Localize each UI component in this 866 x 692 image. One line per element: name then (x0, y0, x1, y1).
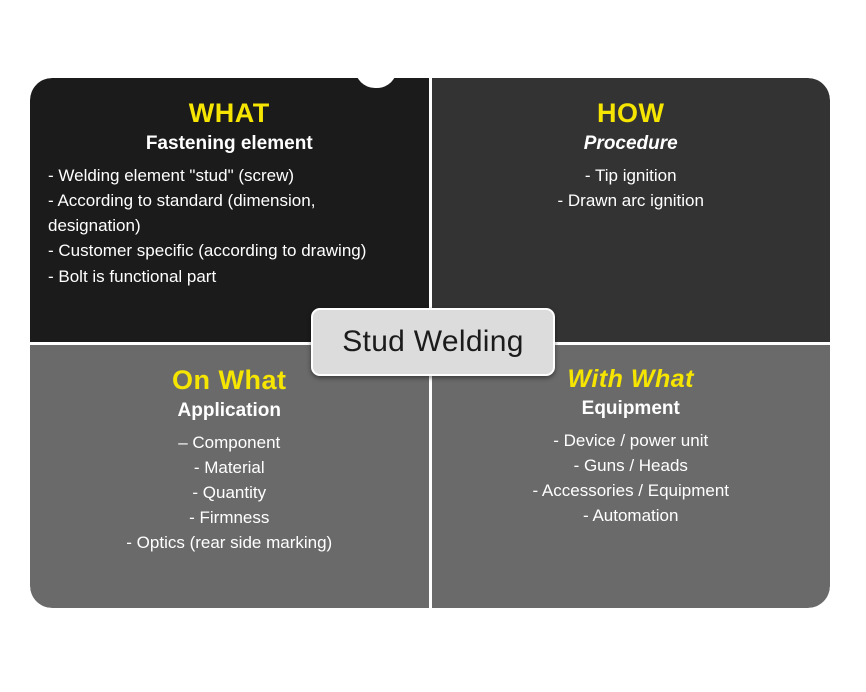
quadrant-how-title: HOW (597, 98, 665, 128)
list-item: – Component (178, 432, 281, 452)
list-item: - Device / power unit (553, 430, 709, 450)
list-item: - Automation (583, 505, 679, 525)
quadrant-how[interactable] (432, 78, 831, 342)
center-label (311, 308, 555, 376)
quadrant-how-list (450, 163, 813, 213)
list-item: - Guns / Heads (573, 455, 688, 475)
list-item: - Customer specific (according to drawing) (48, 241, 367, 261)
quadrant-what[interactable] (30, 78, 429, 342)
list-item: - According to standard (dimension, (48, 191, 316, 211)
list-item: - Bolt is functional part (48, 266, 217, 286)
quadrant-on-what[interactable] (30, 345, 429, 609)
quadrant-on-what-subtitle: Application (177, 399, 281, 421)
quadrant-with-what-subtitle: Equipment (581, 397, 680, 419)
quadrant-with-what-title: With What (567, 364, 694, 393)
list-item: - Drawn arc ignition (557, 191, 704, 211)
list-item: - Material (193, 457, 265, 477)
list-item: - Accessories / Equipment (532, 480, 730, 500)
quadrant-what-subtitle: Fastening element (145, 133, 313, 154)
center-label-text: Stud Welding (342, 325, 524, 358)
quadrant-what-title: WHAT (188, 98, 270, 128)
quadrant-on-what-title: On What (172, 364, 287, 395)
list-item: - Quantity (192, 482, 267, 502)
list-item: - Firmness (189, 507, 270, 527)
quadrant-what-list (48, 163, 411, 289)
list-item: designation) (48, 216, 141, 236)
quadrant-on-what-list (48, 430, 411, 556)
quadrant-how-subtitle: Procedure (583, 133, 678, 154)
list-item: - Tip ignition (584, 166, 677, 185)
list-item: - Welding element "stud" (screw) (48, 166, 295, 185)
list-item: - Optics (rear side marking) (126, 533, 333, 553)
quadrant-with-what-list (450, 428, 813, 529)
quadrant-with-what[interactable] (432, 345, 831, 609)
